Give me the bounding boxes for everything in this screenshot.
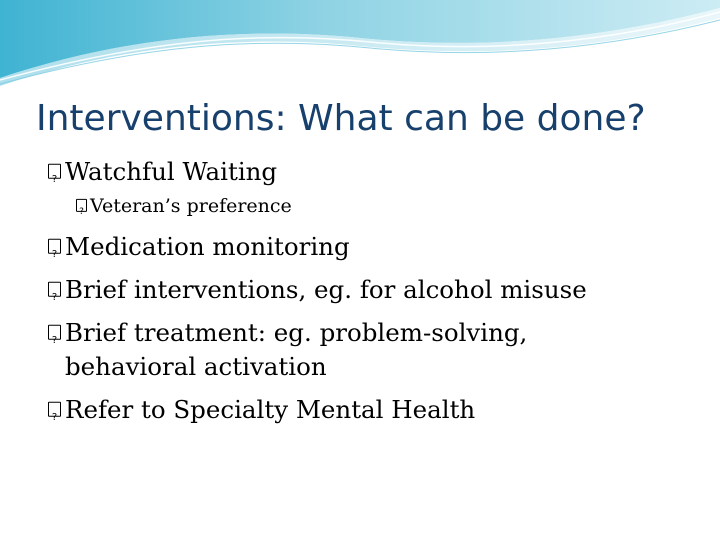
bullet-text: Watchful Waiting [65, 157, 278, 186]
missing-glyph-bullet-icon [48, 402, 61, 417]
sub-bullet-text: Veteran’s preference [90, 195, 292, 217]
missing-glyph-bullet-icon [48, 164, 61, 179]
slide-title: Interventions: What can be done? [36, 98, 646, 139]
bullet-item [48, 316, 688, 384]
bullet-text: Brief treatment: eg. problem-solving, behavioral activation [65, 318, 528, 381]
missing-glyph-bullet-icon [48, 325, 61, 340]
bullet-item [48, 230, 688, 264]
bullet-item [48, 155, 688, 189]
bullet-list [48, 155, 688, 436]
sub-bullet-item [76, 192, 688, 220]
header-wave-decoration [0, 0, 720, 90]
missing-glyph-bullet-icon [48, 282, 61, 297]
bullet-text: Brief interventions, eg. for alcohol misuse [65, 275, 587, 304]
missing-glyph-bullet-icon [76, 199, 87, 212]
bullet-item [48, 273, 688, 307]
bullet-text: Refer to Specialty Mental Health [65, 395, 476, 424]
bullet-text: Medication monitoring [65, 232, 350, 261]
bullet-item [48, 393, 688, 427]
missing-glyph-bullet-icon [48, 239, 61, 254]
